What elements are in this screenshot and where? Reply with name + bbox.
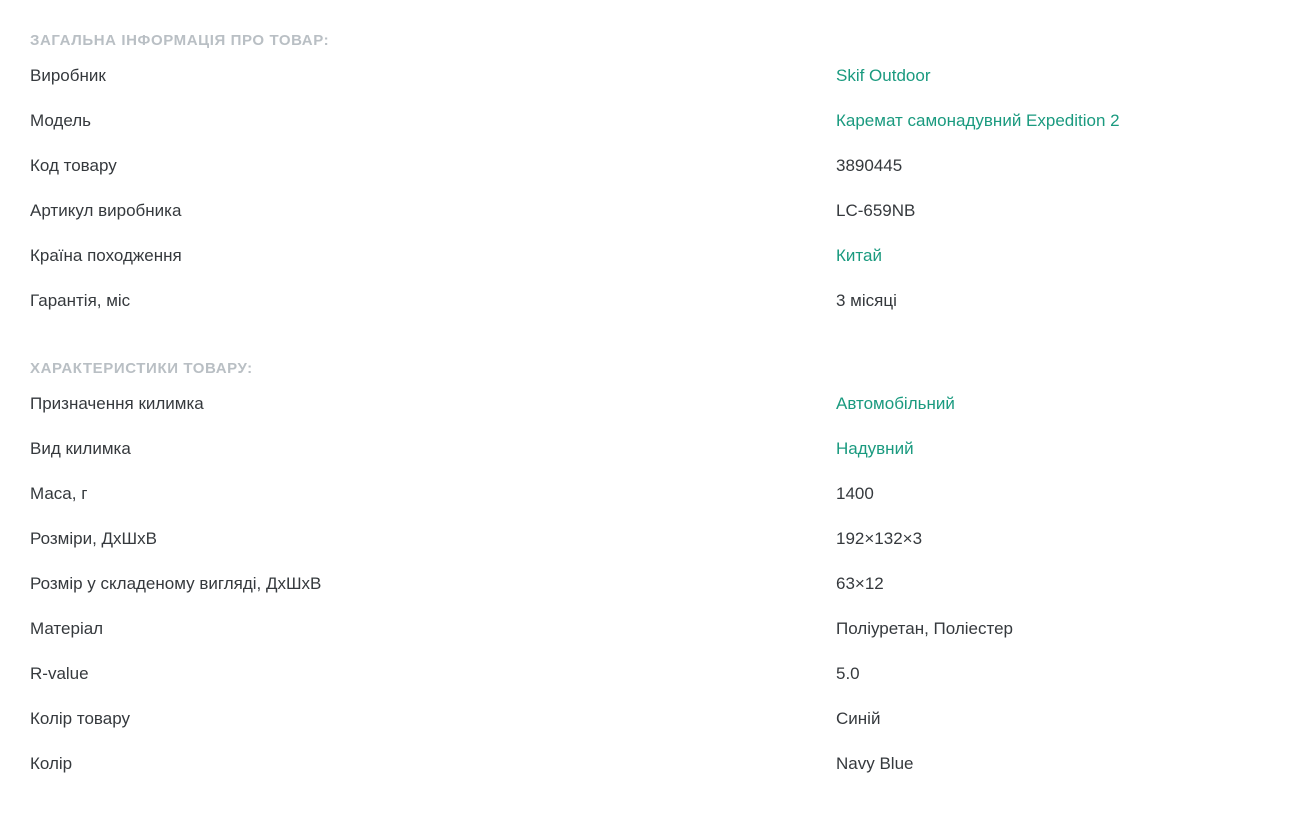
- spec-label: Код товару: [30, 156, 117, 175]
- spec-row: [30, 618, 1266, 648]
- general-information-section: [30, 32, 1266, 320]
- spec-value: LC-659NB: [836, 201, 916, 220]
- spec-value: 3890445: [836, 156, 903, 175]
- section-title-characteristics: ХАРАКТЕРИСТИКИ ТОВАРУ:: [30, 360, 253, 377]
- spec-row: [30, 155, 1266, 185]
- spec-row: [30, 245, 1266, 275]
- spec-label: Розміри, ДхШхВ: [30, 529, 157, 548]
- spec-row: [30, 528, 1266, 558]
- spec-row: [30, 200, 1266, 230]
- spec-label: Вид килимка: [30, 439, 131, 458]
- spec-label: Матеріал: [30, 619, 104, 638]
- spec-value-link[interactable]: Автомобільний: [836, 394, 955, 413]
- spec-label: Країна походження: [30, 246, 182, 265]
- spec-value: 5.0: [836, 664, 860, 683]
- spec-row: [30, 290, 1266, 320]
- spec-label: Колір товару: [30, 709, 130, 728]
- spec-value: 63×12: [836, 574, 884, 593]
- spec-label: Розмір у складеному вигляді, ДхШхВ: [30, 574, 322, 593]
- spec-label: Маса, г: [30, 484, 88, 503]
- spec-value-link[interactable]: Китай: [836, 246, 882, 265]
- spec-value: 1400: [836, 484, 874, 503]
- spec-value: 3 місяці: [836, 291, 897, 310]
- spec-label: Призначення килимка: [30, 394, 204, 413]
- section-title-general-information: ЗАГАЛЬНА ІНФОРМАЦІЯ ПРО ТОВАР:: [30, 32, 330, 49]
- spec-label: Виробник: [30, 66, 106, 85]
- product-characteristics-section: [30, 360, 1266, 783]
- spec-row: [30, 708, 1266, 738]
- spec-row: [30, 110, 1266, 140]
- spec-value: Синій: [836, 709, 881, 728]
- spec-row: [30, 663, 1266, 693]
- spec-value: Navy Blue: [836, 754, 914, 773]
- spec-row: [30, 393, 1266, 423]
- spec-label: Колір: [30, 754, 73, 773]
- spec-label: Артикул виробника: [30, 201, 182, 220]
- spec-value: 192×132×3: [836, 529, 923, 548]
- spec-label: R-value: [30, 664, 89, 683]
- spec-row: [30, 65, 1266, 95]
- spec-label: Модель: [30, 111, 92, 130]
- spec-label: Гарантія, міс: [30, 291, 131, 310]
- spec-row: [30, 438, 1266, 468]
- spec-value-link[interactable]: Каремат самонадувний Expedition 2: [836, 111, 1120, 130]
- spec-row: [30, 753, 1266, 783]
- spec-value-link[interactable]: Skif Outdoor: [836, 66, 931, 85]
- spec-value: Поліуретан, Поліестер: [836, 619, 1013, 638]
- spec-row: [30, 483, 1266, 513]
- spec-value-link[interactable]: Надувний: [836, 439, 914, 458]
- spec-row: [30, 573, 1266, 603]
